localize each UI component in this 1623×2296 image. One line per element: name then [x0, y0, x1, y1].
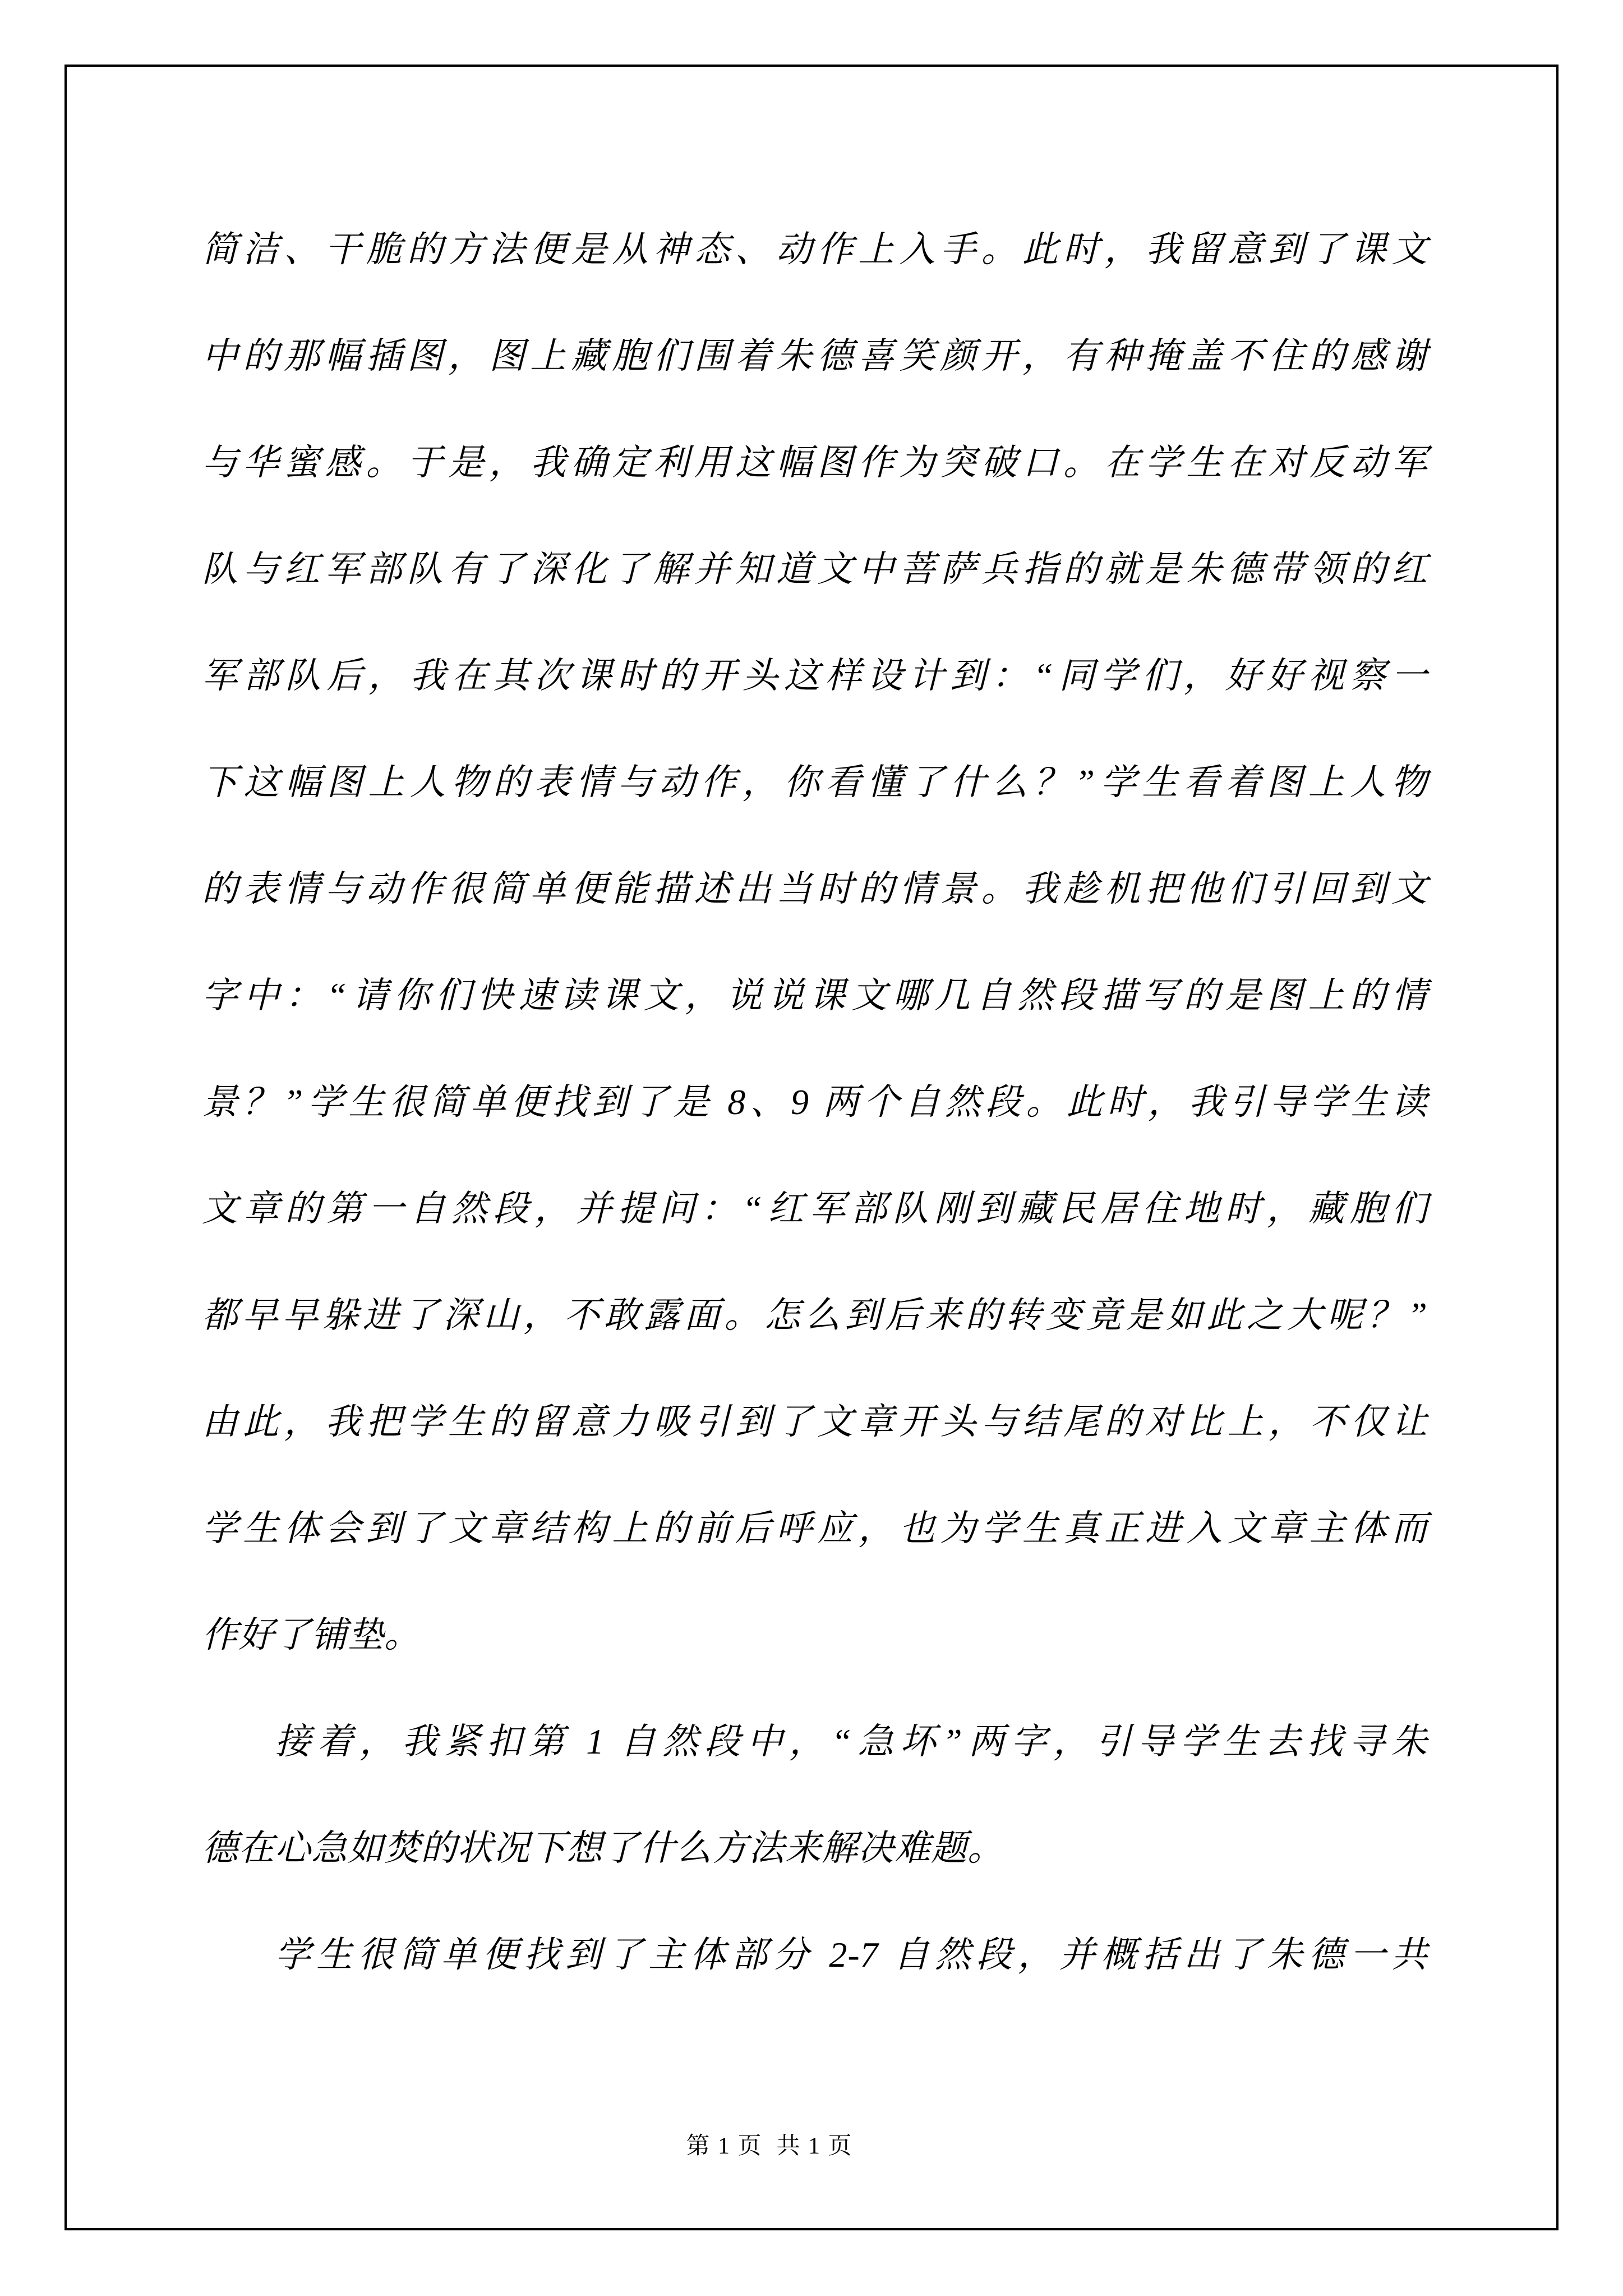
body-line: 下这幅图上人物的表情与动作，你看懂了什么？”学生看着图上人物: [202, 762, 1428, 802]
body-line: 队与红军部队有了深化了解并知道文中菩萨兵指的就是朱德带领的红: [202, 549, 1428, 589]
body-line: 学生体会到了文章结构上的前后呼应，也为学生真正进入文章主体而: [202, 1508, 1428, 1548]
body-line: 军部队后，我在其次课时的开头这样设计到：“同学们，好好视察一: [202, 656, 1428, 696]
body-line: 德在心急如焚的状况下想了什么方法来解决难题。: [202, 1828, 1004, 1868]
body-line: 学生很简单便找到了主体部分 2-7 自然段，并概括出了朱德一共: [275, 1935, 1428, 1975]
body-line: 景？”学生很简单便找到了是 8、9 两个自然段。此时，我引导学生读: [202, 1082, 1428, 1122]
body-line: 与华蜜感。于是，我确定利用这幅图作为突破口。在学生在对反动军: [202, 443, 1428, 482]
body-line: 都早早躲进了深山，不敢露面。怎么到后来的转变竟是如此之大呢？”: [202, 1295, 1428, 1335]
body-text: [202, 196, 1428, 2008]
body-line: 字中：“请你们快速读课文，说说课文哪几自然段描写的是图上的情: [202, 976, 1428, 1015]
body-line: 作好了铺垫。: [202, 1615, 421, 1655]
page-number-footer: 第 1 页 共 1 页: [686, 2133, 853, 2159]
body-line: 简洁、干脆的方法便是从神态、动作上入手。此时，我留意到了课文: [202, 229, 1428, 269]
body-line: 由此，我把学生的留意力吸引到了文章开头与结尾的对比上，不仅让: [202, 1402, 1428, 1442]
body-line: 的表情与动作很简单便能描述出当时的情景。我趁机把他们引回到文: [202, 869, 1428, 909]
body-line: 接着，我紧扣第 1 自然段中，“急坏”两字，引导学生去找寻朱: [275, 1722, 1428, 1761]
body-line: 中的那幅插图，图上藏胞们围着朱德喜笑颜开，有种掩盖不住的感谢: [202, 336, 1428, 376]
body-line: 文章的第一自然段，并提问：“红军部队刚到藏民居住地时，藏胞们: [202, 1189, 1428, 1228]
